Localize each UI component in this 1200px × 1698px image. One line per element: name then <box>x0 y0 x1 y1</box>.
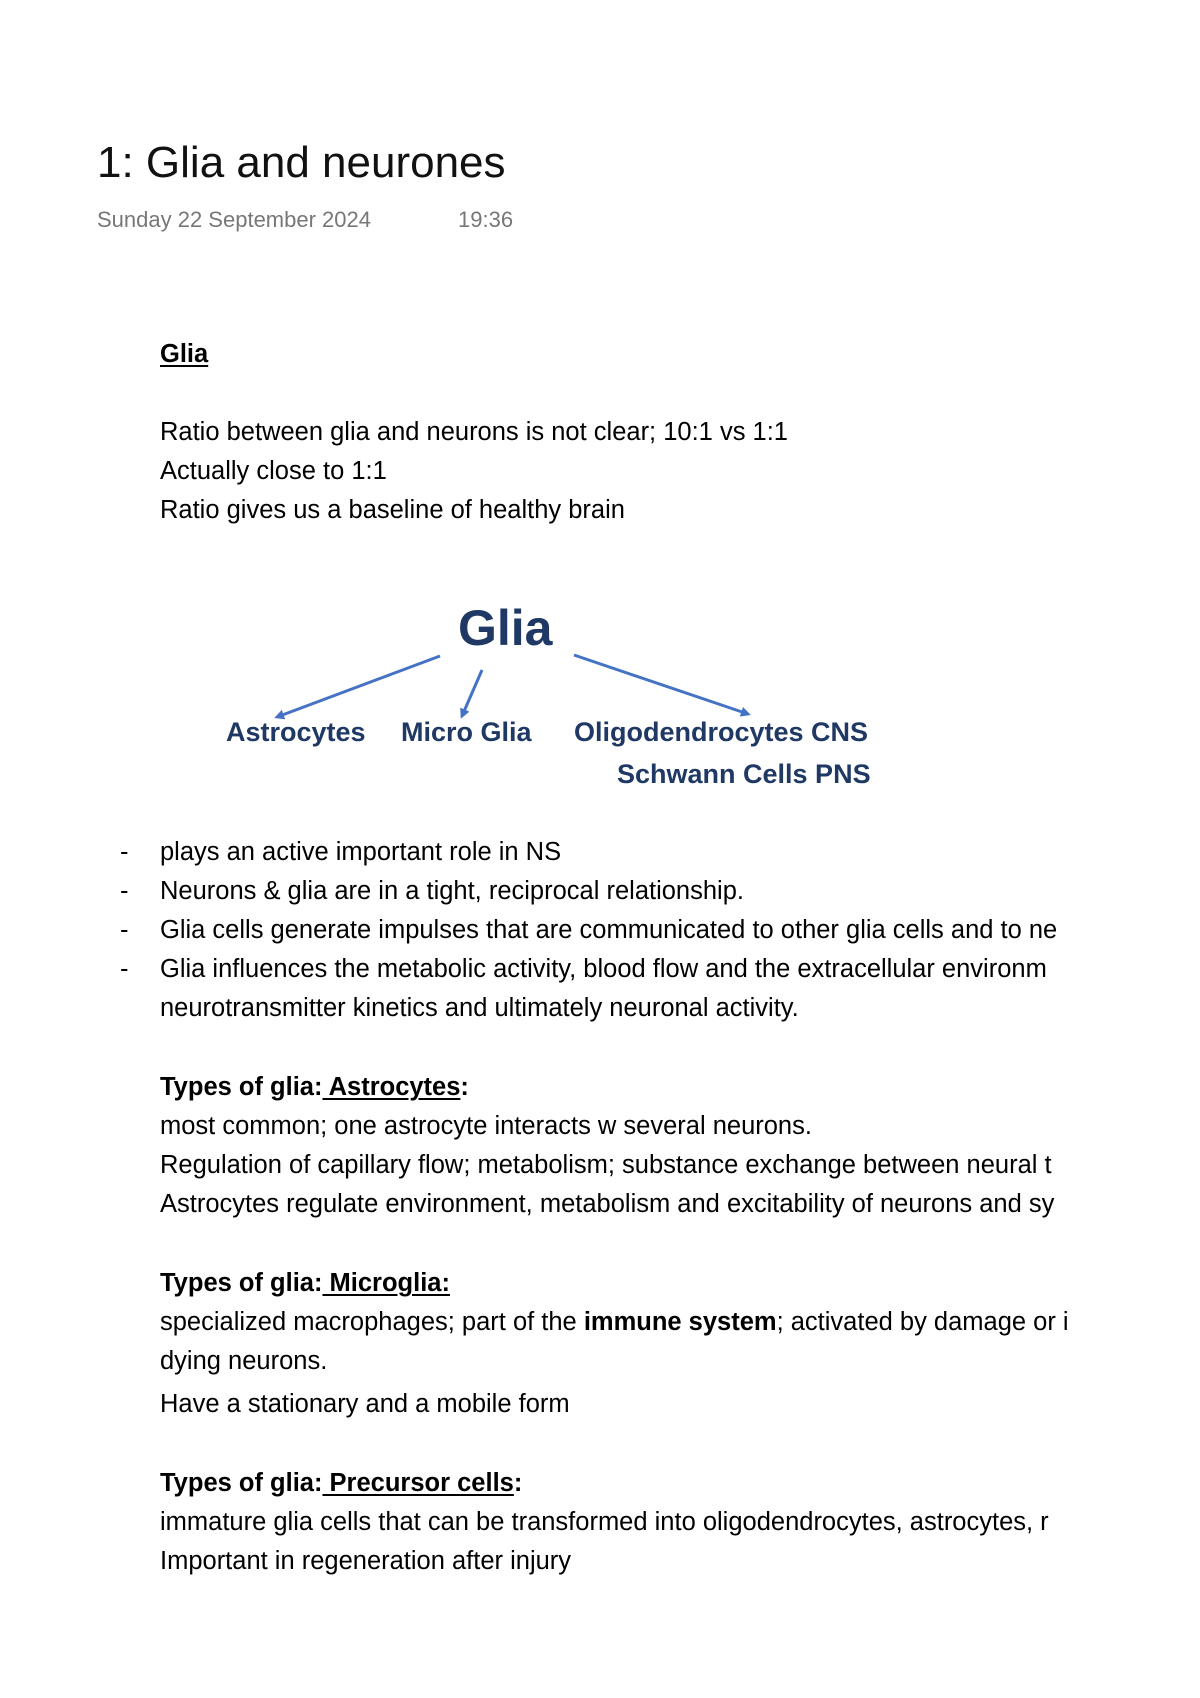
glia-diagram <box>200 600 900 800</box>
heading-suffix: : <box>460 1073 469 1101</box>
bullet-marker: - <box>120 838 129 866</box>
bullet-item: Glia influences the metabolic activity, blood flow and the extracellular environm <box>160 955 1047 983</box>
astrocytes-line-1: most common; one astrocyte interacts w several neurons. <box>160 1112 812 1140</box>
microglia-line-1 <box>160 1306 1069 1338</box>
ratio-line-3: Ratio gives us a baseline of healthy brain <box>160 496 625 524</box>
astrocytes-heading <box>160 1071 469 1103</box>
precursor-heading <box>160 1467 522 1499</box>
bullet-item: Neurons & glia are in a tight, reciprocal relationship. <box>160 877 744 905</box>
heading-name: Astrocytes <box>322 1073 461 1101</box>
bullet-item: plays an active important role in NS <box>160 838 562 866</box>
immune-system-bold: immune system <box>583 1308 777 1336</box>
diagram-node-microglia: Micro Glia <box>401 717 532 747</box>
ratio-line-1: Ratio between glia and neurons is not clear; 10:1 vs 1:1 <box>160 418 788 446</box>
bullet-continuation: neurotransmitter kinetics and ultimately neuronal activity. <box>160 994 799 1022</box>
page-title: 1: Glia and neurones <box>97 138 506 187</box>
diagram-node-oligodendrocytes: Oligodendrocytes CNS <box>574 717 869 747</box>
page-date: Sunday 22 September 2024 <box>97 207 371 232</box>
page-time: 19:36 <box>458 207 514 232</box>
bullet-marker: - <box>120 916 129 944</box>
ratio-line-2: Actually close to 1:1 <box>160 457 387 485</box>
precursor-line-1: immature glia cells that can be transformed into oligodendrocytes, astrocytes, r <box>160 1508 1049 1536</box>
arrow-to-astrocytes <box>277 656 440 717</box>
microglia-line-3: Have a stationary and a mobile form <box>160 1390 570 1418</box>
astrocytes-line-3: Astrocytes regulate environment, metabolism and excitability of neurons and sy <box>160 1190 1055 1218</box>
heading-prefix: Types of glia: <box>160 1469 323 1497</box>
heading-prefix: Types of glia: <box>160 1269 323 1297</box>
bullet-marker: - <box>120 955 129 983</box>
arrow-to-microglia <box>462 670 482 716</box>
bullet-marker: - <box>120 877 129 905</box>
bullet-item: Glia cells generate impulses that are communicated to other glia cells and to ne <box>160 916 1058 944</box>
microglia-line-2: dying neurons. <box>160 1347 328 1375</box>
glia-heading: Glia <box>160 340 209 368</box>
heading-name: Precursor cells <box>322 1469 514 1497</box>
heading-name: Microglia: <box>322 1269 450 1297</box>
astrocytes-line-2: Regulation of capillary flow; metabolism; substance exchange between neural t <box>160 1151 1052 1179</box>
heading-prefix: Types of glia: <box>160 1073 323 1101</box>
text-run: ; activated by damage or i <box>776 1308 1069 1336</box>
text-run: specialized macrophages; part of the <box>160 1308 584 1336</box>
arrow-to-oligodendrocytes <box>574 655 748 714</box>
diagram-node-astrocytes: Astrocytes <box>226 717 366 747</box>
heading-suffix: : <box>513 1469 523 1497</box>
precursor-line-2: Important in regeneration after injury <box>160 1547 572 1575</box>
diagram-node-schwann: Schwann Cells PNS <box>617 759 871 789</box>
diagram-root-glia: Glia <box>458 600 553 656</box>
microglia-heading <box>160 1267 450 1299</box>
